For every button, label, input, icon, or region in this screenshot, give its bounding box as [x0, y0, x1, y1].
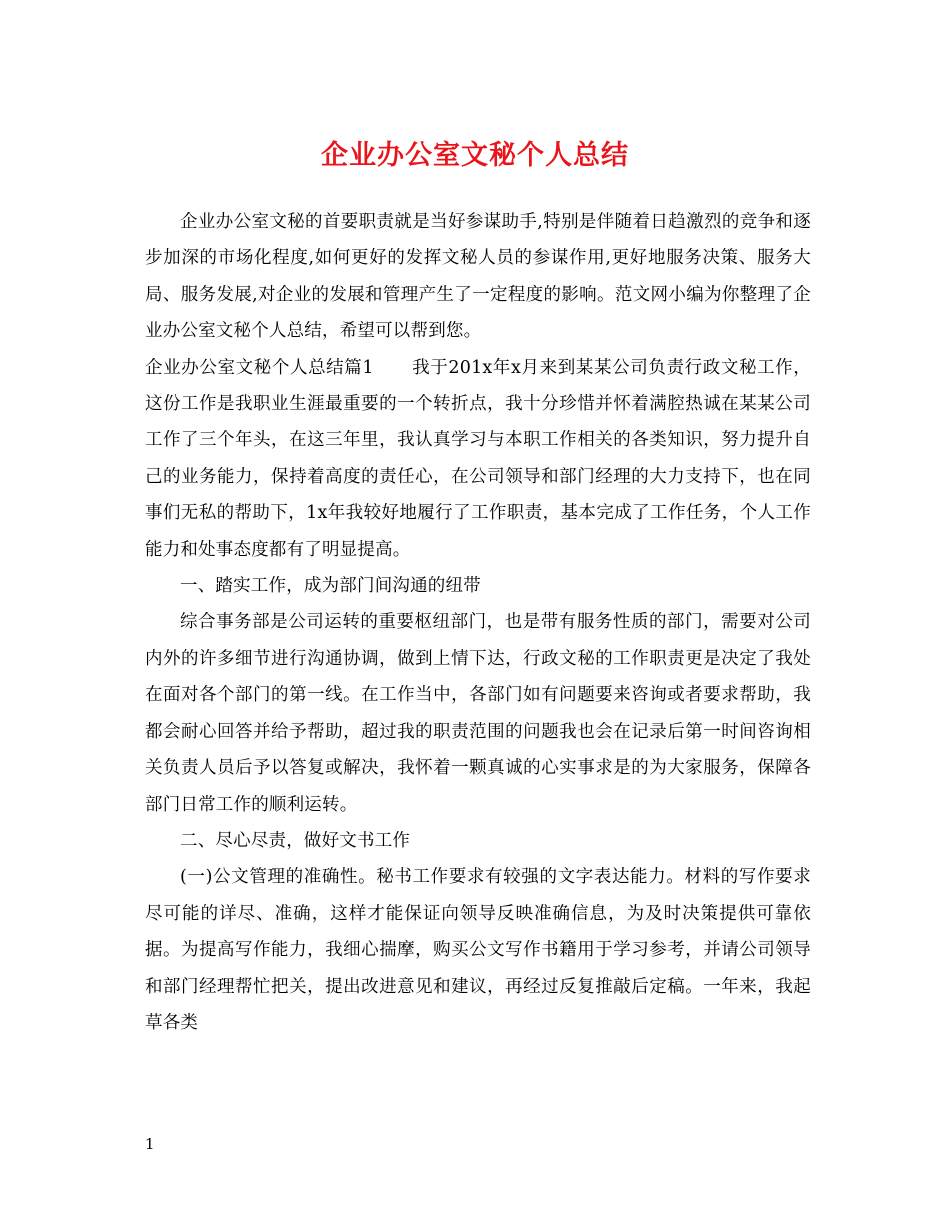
- body-paragraph: 综合事务部是公司运转的重要枢纽部门，也是带有服务性质的部门，需要对公司内外的许多细节进行沟通协调，做到上情下达，行政文秘的工作职责更是决定了我处在面对各个部门的第一线。在工作当中，各部门如有问题要来咨询或者要求帮助，我都会耐心回答并给予帮助，超过我的职责范围的问题我也会在记录后第一时间咨询相关负责人员后予以答复或解决，我怀着一颗真诚的心实事求是的为大家服务，保障各部门日常工作的顺利运转。: [145, 612, 811, 815]
- page-number: 1: [145, 1135, 155, 1153]
- section-heading: 企业办公室文秘个人总结篇1: [145, 357, 374, 378]
- document-body: [145, 204, 811, 1041]
- heading-two: 二、尽心尽责，做好文书工作: [180, 830, 411, 851]
- section-paragraph-text: 我于201x年x月来到某某公司负责行政文秘工作，这份工作是我职业生涯最重要的一个转折点，我十分珍惜并怀着满腔热诚在某某公司工作了三个年头，在这三年里，我认真学习与本职工作相关的各类知识，努力提升自己的业务能力，保持着高度的责任心，在公司领导和部门经理的大力支持下，也在同事们无私的帮助下，1x年我较好地履行了工作职责，基本完成了工作任务，个人工作能力和处事态度都有了明显提高。: [145, 357, 811, 560]
- heading-one: 一、踏实工作，成为部门间沟通的纽带: [180, 576, 481, 597]
- document-title: 企业办公室文秘个人总结: [321, 140, 629, 171]
- intro-paragraph: 企业办公室文秘的首要职责就是当好参谋助手,特别是伴随着日趋激烈的竞争和逐步加深的市场化程度,如何更好的发挥文秘人员的参谋作用,更好地服务决策、服务大局、服务发展,对企业的发展和管理产生了一定程度的影响。范文网小编为你整理了企业办公室文秘个人总结，希望可以帮到您。: [145, 212, 811, 342]
- body-paragraph: (一)公文管理的准确性。秘书工作要求有较强的文字表达能力。材料的写作要求尽可能的详尽、准确，这样才能保证向领导反映准确信息，为及时决策提供可靠依据。为提高写作能力，我细心揣摩，购买公文写作书籍用于学习参考，并请公司领导和部门经理帮忙把关，提出改进意见和建议，再经过反复推敲后定稿。一年来，我起草各类: [145, 867, 811, 1033]
- section-paragraph: [145, 350, 811, 568]
